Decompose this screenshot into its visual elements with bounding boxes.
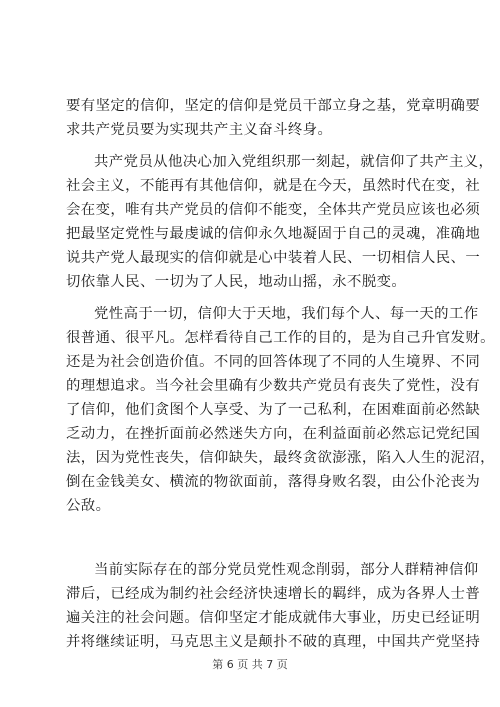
text-line: 很普通、很平凡。怎样看待自己工作的目的，是为自己升官发财。 [66, 330, 495, 346]
text-line: 求共产党员要为实现共产主义奋斗终身。 [66, 122, 333, 138]
text-line: 乏动力，在挫折面前必然迷失方向，在利益面前必然忘记党纪国 [66, 426, 481, 442]
text-line: 法，因为党性丧失，信仰缺失，最终贪欲澎涨，陷入人生的泥沼， [66, 450, 495, 466]
text-line: 党性高于一切，信仰大于天地，我们每个人、每一天的工作 [94, 306, 479, 322]
text-line: 社会主义，不能再有其他信仰，就是在今天，虽然时代在变，社 [66, 178, 481, 194]
paragraph-spacer [66, 142, 450, 150]
paragraph-spacer [66, 518, 450, 558]
paragraph [66, 302, 495, 518]
paragraph [66, 150, 494, 294]
text-line: 切依靠人民、一切为了人民，地动山摇，永不脱变。 [66, 274, 407, 290]
text-line: 公敌。 [66, 498, 111, 514]
text-line: 倒在金钱美女、横流的物欲面前，落得身败名裂，由公仆沦丧为 [66, 474, 481, 490]
text-line: 把最坚定党性与最虔诚的信仰永久地凝固于自己的灵魂，准确地 [66, 226, 481, 242]
text-line: 说共产党人最现实的信仰就是心中装着人民、一切相信人民、一 [66, 250, 481, 266]
document-body [66, 94, 495, 654]
text-line: 要有坚定的信仰，坚定的信仰是党员干部立身之基，党章明确要 [66, 98, 481, 114]
text-line: 当前实际存在的部分党员党性观念削弱，部分人群精神信仰 [94, 562, 479, 578]
text-line: 共产党员从他决心加入党组织那一刻起，就信仰了共产主义， [94, 154, 494, 170]
text-line: 并将继续证明，马克思主义是颠扑不破的真理，中国共产党坚持 [66, 634, 481, 650]
text-line: 的理想追求。当今社会里确有少数共产党员有丧失了党性，没有 [66, 378, 481, 394]
text-line: 会在变，唯有共产党员的信仰不能变，全体共产党员应该也必须 [66, 202, 481, 218]
paragraph [66, 558, 481, 654]
page-footer: 第 6 页 共 7 页 [212, 658, 288, 671]
paragraph [66, 94, 481, 142]
paragraph-spacer [66, 294, 450, 302]
text-line: 滞后，已经成为制约社会经济快速增长的羁绊，成为各界人士普 [66, 586, 481, 602]
text-line: 遍关注的社会问题。信仰坚定才能成就伟大事业，历史已经证明 [66, 610, 481, 626]
text-line: 还是为社会创造价值。不同的回答体现了不同的人生境界、不同 [66, 354, 481, 370]
text-line: 了信仰，他们贪图个人享受、为了一己私利，在困难面前必然缺 [66, 402, 481, 418]
